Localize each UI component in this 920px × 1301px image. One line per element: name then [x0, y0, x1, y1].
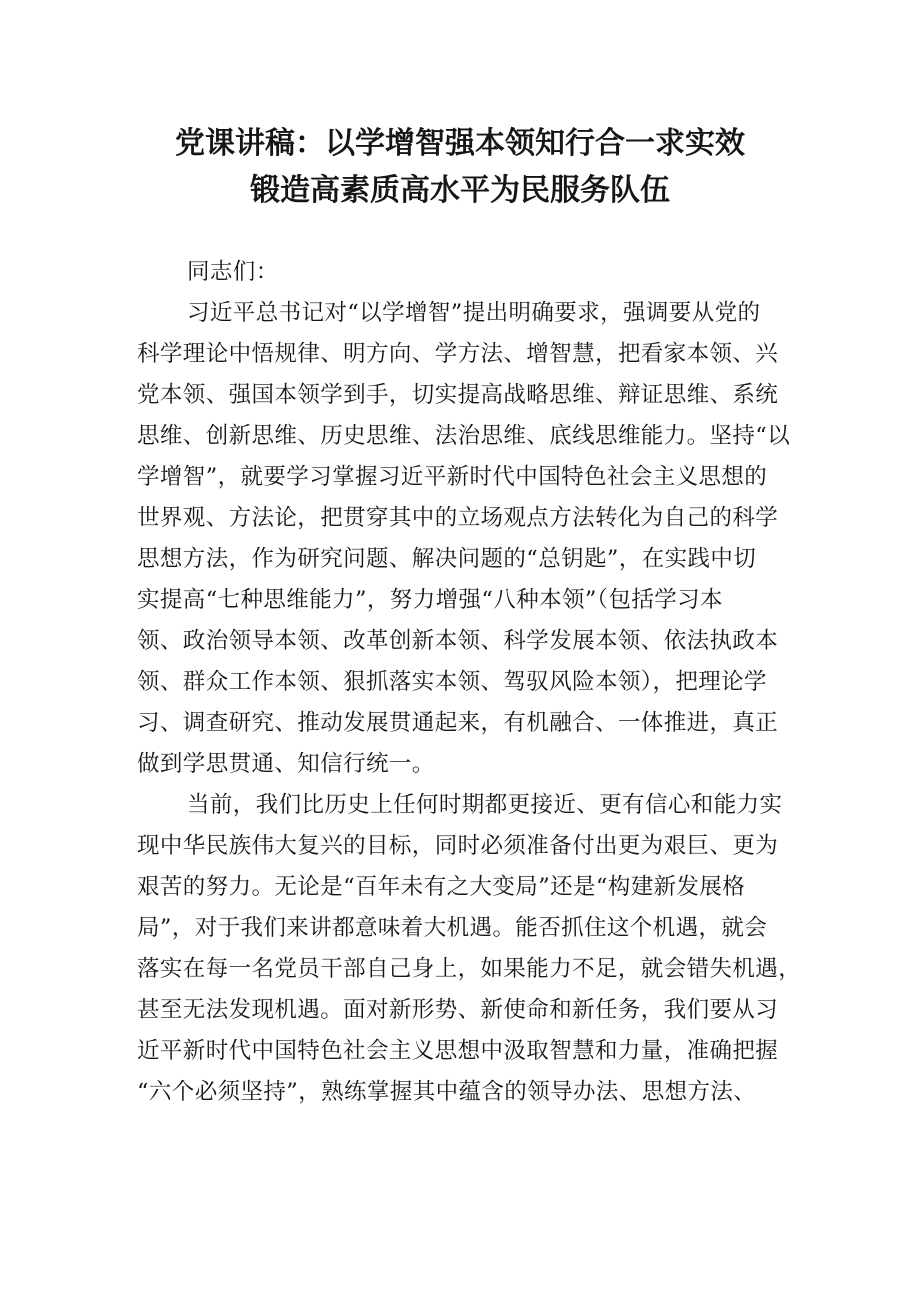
paragraph-1-line: 习、调查研究、推动发展贯通起来，有机融合、一体推进，真正	[137, 710, 779, 736]
paragraph-1-line: 习近平总书记对“以学增智”提出明确要求，强调要从党的	[187, 300, 761, 326]
paragraph-2-line: 近平新时代中国特色社会主义思想中汲取智慧和力量，准确把握	[137, 1038, 779, 1064]
paragraph-1-line: 学增智”，就要学习掌握习近平新时代中国特色社会主义思想的	[137, 464, 768, 490]
paragraph-1-line: 党本领、强国本领学到手，切实提高战略思维、辩证思维、系统	[137, 382, 779, 408]
paragraph-2-line: 艰苦的努力。无论是“百年未有之大变局”还是“构建新发展格	[137, 874, 746, 900]
paragraph-1-line: 世界观、方法论，把贯穿其中的立场观点方法转化为自己的科学	[137, 505, 779, 531]
paragraph-1-line: 领、政治领导本领、改革创新本领、科学发展本领、依法执政本	[137, 628, 779, 654]
document-title-line-2: 锻造高素质高水平为民服务队伍	[250, 173, 670, 208]
paragraph-2-line: 局”，对于我们来讲都意味着大机遇。能否抓住这个机遇，就会	[137, 915, 768, 941]
paragraph-1-line: 做到学思贯通、知信行统一。	[137, 751, 435, 777]
paragraph-1-line: 思维、创新思维、历史思维、法治思维、底线思维能力。坚持“以	[137, 423, 791, 449]
paragraph-1-line: 思想方法，作为研究问题、解决问题的“总钥匙”，在实践中切	[137, 546, 757, 572]
paragraph-2-line: 落实在每一名党员干部自己身上，如果能力不足，就会错失机遇，	[137, 956, 802, 982]
paragraph-2-line: “六个必须坚持”，熟练掌握其中蕴含的领导办法、思想方法、	[137, 1079, 757, 1105]
paragraph-1-line: 科学理论中悟规律、明方向、学方法、增智慧，把看家本领、兴	[137, 341, 779, 367]
salutation: 同志们：	[187, 259, 279, 285]
paragraph-2-line: 现中华民族伟大复兴的目标，同时必须准备付出更为艰巨、更为	[137, 833, 779, 859]
paragraph-2-line: 甚至无法发现机遇。面对新形势、新使命和新任务，我们要从习	[137, 997, 779, 1023]
paragraph-2-line: 当前，我们比历史上任何时期都更接近、更有信心和能力实	[187, 792, 783, 818]
paragraph-1-line: 领、群众工作本领、狠抓落实本领、驾驭风险本领），把理论学	[137, 669, 767, 695]
document-title-line-1: 党课讲稿：以学增智强本领知行合一求实效	[175, 126, 745, 161]
paragraph-1-line: 实提高“七种思维能力”，努力增强“八种本领”（包括学习本	[137, 587, 723, 613]
